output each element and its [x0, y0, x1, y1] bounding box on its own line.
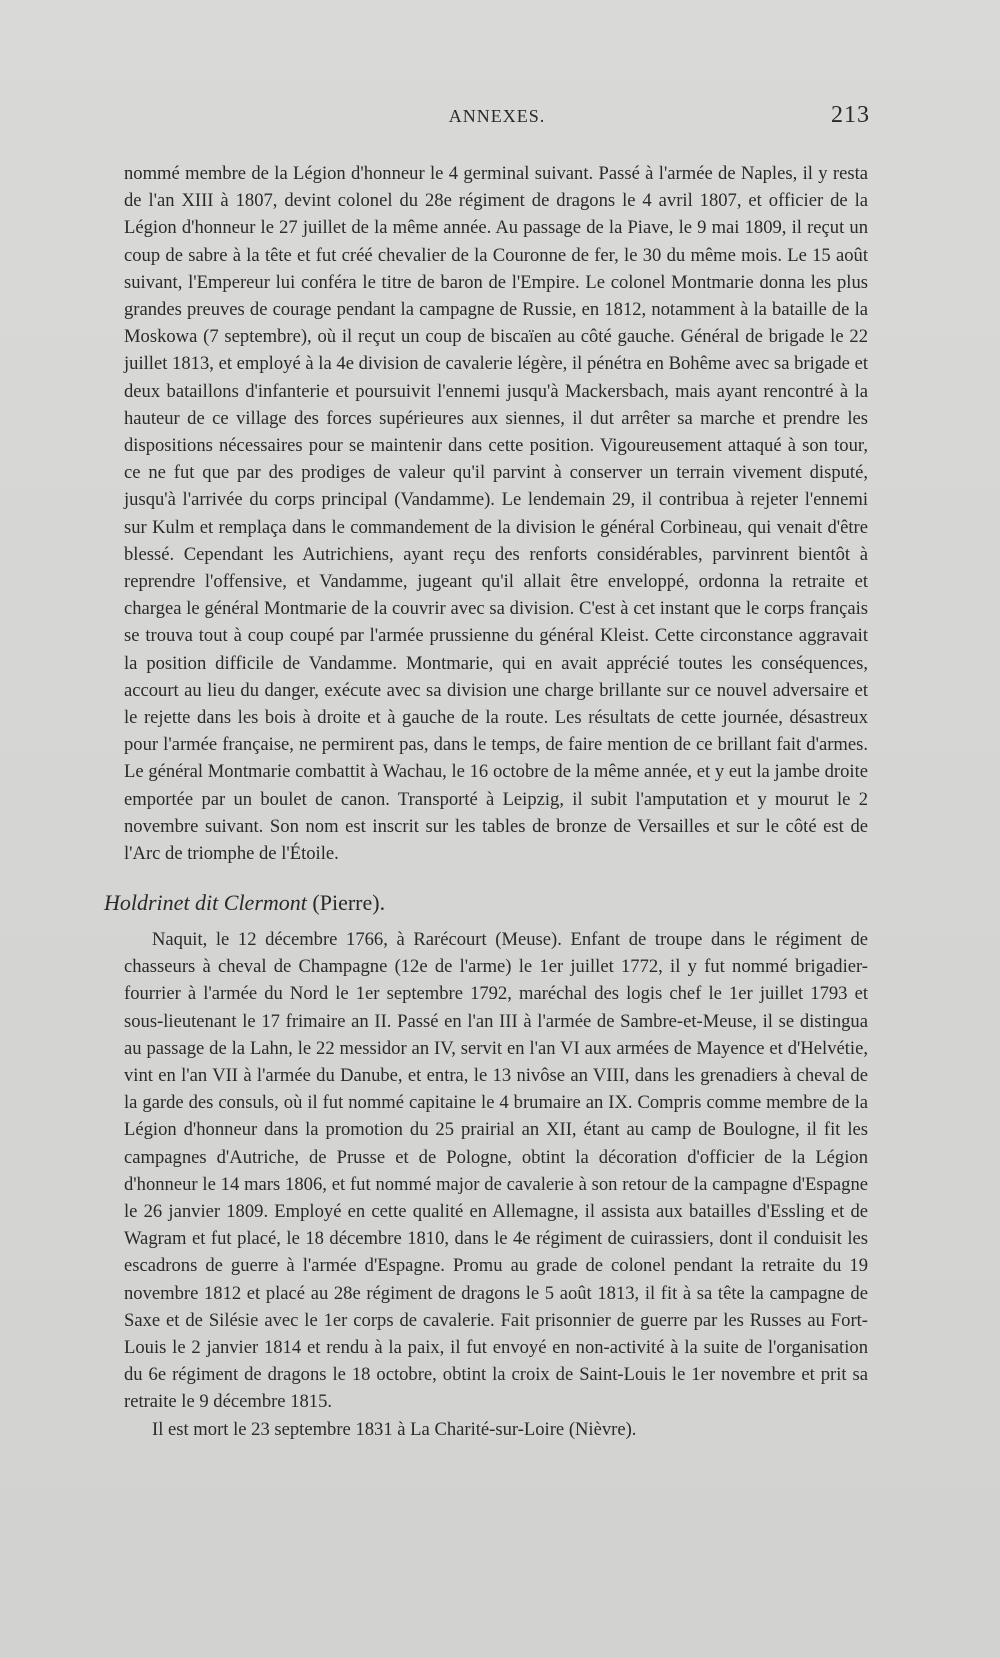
running-header	[124, 102, 870, 134]
entry-surname: Holdrinet dit Clermont	[104, 890, 307, 915]
biography-continuation	[124, 160, 868, 867]
paragraph: Naquit, le 12 décembre 1766, à Rarécourt (Meuse). Enfant de troupe dans le régiment de chasseurs à cheval de Champagne (12e de l'arme) le 1er juillet 1772, il y fut nommé brigadier-fourrier à l'armée du Nord le 1er septembre 1792, maréchal des logis chef le 1er juillet 1793 et sous-lieutenant le 17 frimaire an II. Passé en l'an III à l'armée de Sambre-et-Meuse, il se distingua au passage de la Lahn, le 22 messidor an IV, servit en l'an VI aux armées de Mayence et d'Helvétie, vint en l'an VII à l'armée du Danube, et entra, le 13 nivôse an VIII, dans les grenadiers à cheval de la garde des consuls, où il fut nommé capitaine le 4 brumaire an IX. Compris comme membre de la Légion d'honneur dans la promotion du 25 prairial an XII, étant au camp de Boulogne, il fit les campagnes d'Autriche, de Prusse et de Pologne, obtint la décoration d'officier de la Légion d'honneur le 14 mars 1806, et fut nommé major de cavalerie à son retour de la campagne d'Espagne le 26 janvier 1809. Employé en cette qualité en Allemagne, il assista aux batailles d'Essling et de Wagram et fut placé, le 18 décembre 1810, dans le 4e régiment de cuirassiers, dont il conduisit les escadrons de guerre à l'armée d'Espagne. Promu au grade de colonel pendant la retraite du 19 novembre 1812 et placé au 28e régiment de dragons le 5 août 1813, il fit à sa tête la campagne de Saxe et de Silésie avec le 1er corps de cavalerie. Fait prisonnier de guerre par les Russes au Fort-Louis le 2 janvier 1814 et rendu à la paix, il fut envoyé en non-activité à la suite de l'organisation du 6e régiment de dragons le 18 octobre, obtint la croix de Saint-Louis le 1er novembre et prit sa retraite le 9 décembre 1815.	[124, 929, 868, 1413]
running-title: ANNEXES.	[448, 106, 546, 126]
paragraph: nommé membre de la Légion d'honneur le 4 germinal suivant. Passé à l'armée de Naples, il y resta de l'an XIII à 1807, devint colonel du 28e régiment de dragons le 4 avril 1807, et officier de la Légion d'honneur le 27 juillet de la même année. Au passage de la Piave, le 9 mai 1809, il reçut un coup de sabre à la tête et fut créé chevalier de la Couronne de fer, le 30 du même mois. Le 15 août suivant, l'Empereur lui conféra le titre de baron de l'Empire. Le colonel Montmarie donna les plus grandes preuves de courage pendant la campagne de Russie, en 1812, notamment à la bataille de la Moskowa (7 septembre), où il reçut un coup de biscaïen au côté gauche. Général de brigade le 22 juillet 1813, et employé à la 4e division de cavalerie légère, il pénétra en Bohême avec sa brigade et deux bataillons d'infanterie et poursuivit l'ennemi jusqu'à Mackersbach, mais ayant rencontré à la hauteur de ce village des forces supérieures aux siennes, il dut arrêter sa marche et prendre les dispositions nécessaires pour se maintenir dans cette position. Vigoureusement attaqué à son tour, ce ne fut que par des prodiges de valeur qu'il parvint à conserver un terrain vivement disputé, jusqu'à l'arrivée du corps principal (Vandamme). Le lendemain 29, il contribua à rejeter l'ennemi sur Kulm et remplaça dans le commandement de la division le général Corbineau, qui venait d'être blessé. Cependant les Autrichiens, ayant reçu des renforts considérables, parvinrent bientôt à reprendre l'offensive, et Vandamme, jugeant qu'il allait être enveloppé, ordonna la retraite et chargea le général Montmarie de la couvrir avec sa division. C'est à cet instant que le corps français se trouva tout à coup coupé par l'armée prussienne du général Kleist. Cette circonstance aggravait la position difficile de Vandamme. Montmarie, qui en avait apprécié toutes les conséquences, accourt au lieu du danger, exécute avec sa division une charge brillante sur ce nouvel adversaire et le rejette dans les bois à droite et à gauche de la route. Les résultats de cette journée, désastreux pour l'armée française, ne permirent pas, dans le temps, de faire mention de ce brillant fait d'armes. Le général Montmarie combattit à Wachau, le 16 octobre de la même année, et y eut la jambe droite emportée par un boulet de canon. Transporté à Leipzig, il subit l'amputation et y mourut le 2 novembre suivant. Son nom est inscrit sur les tables de bronze de Versailles et sur le côté est de l'Arc de triomphe de l'Étoile.	[124, 163, 868, 865]
paragraph: Il est mort le 23 septembre 1831 à La Charité-sur-Loire (Nièvre).	[152, 1418, 637, 1440]
entry-given-name: (Pierre).	[312, 890, 386, 915]
entry-heading	[104, 888, 864, 918]
page-number: 213	[831, 102, 870, 128]
biography-entry	[124, 926, 868, 1443]
